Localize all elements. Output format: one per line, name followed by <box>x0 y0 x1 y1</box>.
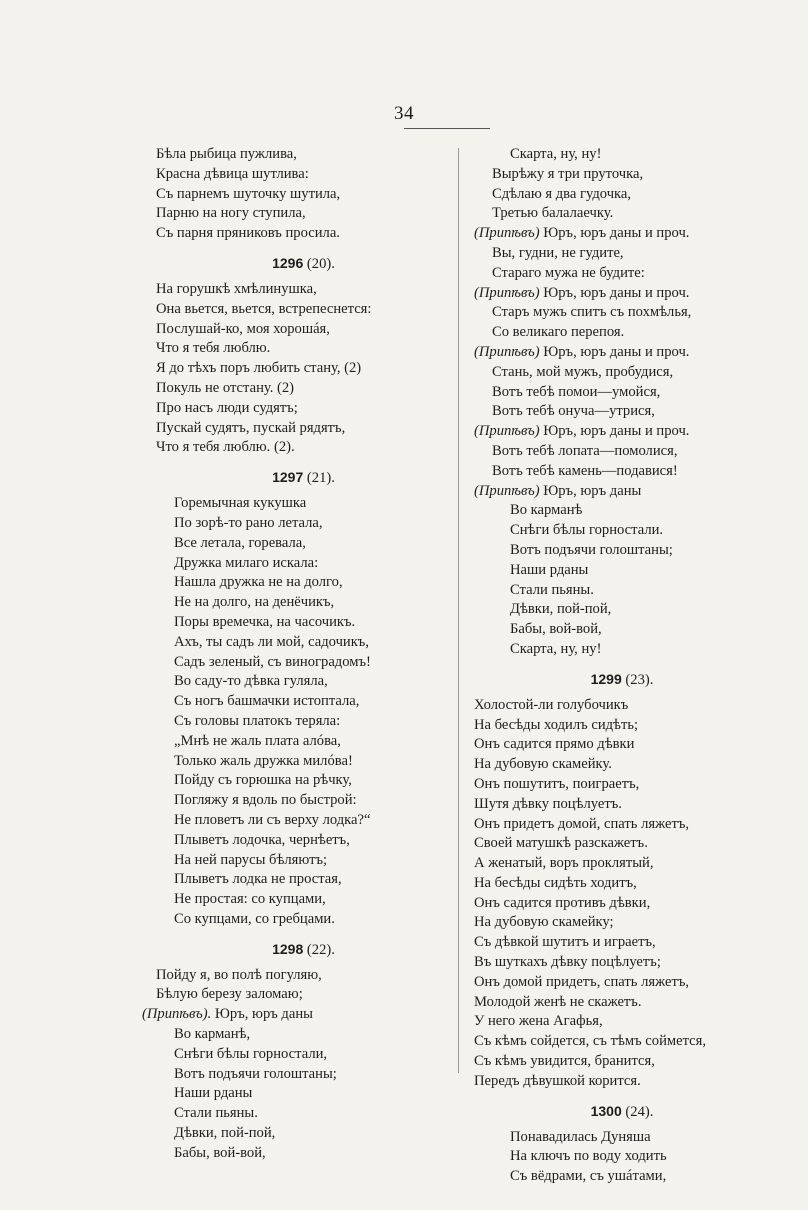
verse-line: Старъ мужъ спитъ съ похмѣлья, <box>492 304 692 321</box>
refrain-label: (Припѣвъ) <box>474 423 540 440</box>
verse-line: Все летала, горевала, <box>174 534 306 551</box>
refrain-text: Юръ, юръ даны и проч. <box>539 423 690 440</box>
verse-line: Вотъ подъячи голоштаны; <box>510 541 673 558</box>
song-heading <box>474 1098 770 1124</box>
verse-line: Бѣлую березу заломаю; <box>156 986 303 1003</box>
verse-line: Стань, мой мужъ, пробудися, <box>492 363 674 380</box>
verse-line: Онъ садится противъ дѣвки, <box>474 894 651 911</box>
song-number: 1298 <box>272 940 304 957</box>
verse-line: Бѣла рыбица пужлива, <box>156 146 297 162</box>
verse-line: Вотъ тебѣ помои—умойся, <box>492 383 661 400</box>
verse-line: Молодой женѣ не скажетъ. <box>474 993 642 1010</box>
verse-line: Во карманѣ <box>510 502 583 519</box>
verse-line: Скарта, ну, ну! <box>510 640 602 657</box>
verse-line: Во карманѣ, <box>174 1026 251 1043</box>
verse-line: Дѣвки, пой-пой, <box>510 601 612 618</box>
song-subnumber: (20). <box>303 255 335 272</box>
verse-line: Шутя дѣвку поцѣлуетъ. <box>474 795 622 812</box>
verse-line: Во саду-то дѣвка гуляла, <box>174 673 328 690</box>
verse-line: Что я тебя люблю. (2). <box>156 439 295 456</box>
refrain-label: (Припѣвъ) <box>474 343 540 360</box>
verse-line: Бабы, вой-вой, <box>510 621 602 638</box>
column-divider <box>458 148 459 1073</box>
refrain-line <box>474 422 770 442</box>
song-heading <box>156 464 451 490</box>
verse-line: Не простая: со купцами, <box>174 891 326 908</box>
verse-line: Сдѣлаю я два гудочка, <box>492 185 632 202</box>
verse-line: Снѣги бѣлы горностали. <box>510 522 664 539</box>
refrain-label: (Припѣвъ) <box>474 284 540 301</box>
song-number: 1297 <box>272 469 304 486</box>
verse-line: Онъ пошутитъ, поиграетъ, <box>474 775 640 792</box>
verse-line: Съ головы платокъ теряла: <box>174 712 341 729</box>
verse-line: Погляжу я вдоль по быстрой: <box>174 792 357 809</box>
refrain-text: Юръ, юръ даны и проч. <box>539 284 690 301</box>
verse-line: Холостой-ли голубочикъ <box>474 696 629 713</box>
song-subnumber: (24). <box>621 1103 654 1120</box>
verse-line: Съ вёдрами, съ ушáтами, <box>510 1168 667 1185</box>
refrain-label: (Припѣвъ). <box>142 1006 212 1023</box>
verse-line: Бабы, вой-вой, <box>174 1144 266 1161</box>
verse-line: Плыветъ лодочка, чернѣетъ, <box>174 831 350 848</box>
left-column <box>142 145 451 1164</box>
verse-line: А женатый, воръ проклятый, <box>474 855 654 872</box>
verse-line: Съ парнемъ шуточку шутила, <box>156 185 341 202</box>
verse-line: Дружка милаго искала: <box>174 554 319 571</box>
verse-line: Стараго мужа не будите: <box>492 264 645 281</box>
verse-line: Красна дѣвица шутлива: <box>156 165 309 182</box>
verse-line: Наши рданы <box>510 561 589 578</box>
verse-line: Что я тебя люблю. <box>156 340 271 357</box>
verse-line: Понавадилась Дуняша <box>510 1128 651 1145</box>
verse-line: Съ дѣвкой шутитъ и играетъ, <box>474 934 656 951</box>
verse-line: Пускай судятъ, пускай рядятъ, <box>156 419 346 436</box>
verse-line: Съ кѣмъ увидится, бранится, <box>474 1053 655 1070</box>
refrain-line <box>474 482 770 502</box>
verse-line: Я до тѣхъ поръ любить стану, (2) <box>156 360 362 377</box>
verse-line: Онъ домой придетъ, спать ляжетъ, <box>474 973 690 990</box>
verse-line: Покуль не отстану. (2) <box>156 379 295 396</box>
verse-line: Плыветъ лодка не простая, <box>174 871 342 888</box>
refrain-label: (Припѣвъ) <box>474 225 540 242</box>
verse-line: Вотъ тебѣ камень—подавися! <box>492 462 678 479</box>
page-number-rule <box>404 128 490 129</box>
verse-line: Съ парня пряниковъ просила. <box>156 225 340 242</box>
refrain-text: Юръ, юръ даны и проч. <box>539 225 690 242</box>
verse-line: Съ кѣмъ сойдется, съ тѣмъ соймется, <box>474 1033 706 1050</box>
refrain-line <box>474 224 770 244</box>
verse-line: Вы, гудни, не гудите, <box>492 244 624 261</box>
verse-line: Со купцами, со гребцами. <box>174 910 335 927</box>
verse-line: На бесѣды сидѣть ходитъ, <box>474 874 637 891</box>
verse-line: Она вьется, вьется, встрепеснется: <box>156 300 372 317</box>
verse-line: Снѣги бѣлы горностали, <box>174 1045 328 1062</box>
verse-line: Ахъ, ты садъ ли мой, садочикъ, <box>174 633 369 650</box>
verse-line: Не пловетъ ли съ верху лодка?“ <box>174 811 371 828</box>
verse-line: Вотъ тебѣ лопата—помолися, <box>492 442 678 459</box>
verse-line: Послушай-ко, моя хорошáя, <box>156 320 330 337</box>
verse-line: Садъ зеленый, съ виноградомъ! <box>174 653 371 670</box>
verse-line: Наши рданы <box>174 1085 253 1102</box>
verse-line: Онъ придетъ домой, спать ляжетъ, <box>474 815 690 832</box>
song-heading <box>474 666 770 692</box>
verse-line: Въ шуткахъ дѣвку поцѣлуетъ; <box>474 954 661 971</box>
verse-line: Съ ногъ башмачки истоптала, <box>174 693 360 710</box>
verse-line: Передъ дѣвушкой корится. <box>474 1072 641 1089</box>
song-number: 1299 <box>590 670 622 687</box>
verse-line: По зорѣ-то рано летала, <box>174 514 323 531</box>
verse-line: Стали пьяны. <box>510 581 594 598</box>
verse-line: Вотъ подъячи голоштаны; <box>174 1065 337 1082</box>
verse-line: Третью балалаечку. <box>492 205 614 222</box>
verse-line: На ней парусы бѣляютъ; <box>174 851 328 868</box>
verse-line: Про насъ люди судятъ; <box>156 399 298 416</box>
verse-line: Дѣвки, пой-пой, <box>174 1125 276 1142</box>
verse-line: Онъ садится прямо дѣвки <box>474 736 635 753</box>
refrain-text: Юръ, юръ даны и проч. <box>539 343 690 360</box>
refrain-label: (Припѣвъ) <box>474 482 540 499</box>
refrain-text: Юръ, юръ даны <box>211 1006 313 1023</box>
refrain-line <box>142 1005 451 1025</box>
verse-line: Поры времечка, на часочикъ. <box>174 613 356 630</box>
verse-line: Своей матушкѣ разскажетъ. <box>474 835 648 852</box>
verse-line: Скарта, ну, ну! <box>510 146 602 162</box>
verse-line: Стали пьяны. <box>174 1105 258 1122</box>
verse-line: На ключъ по воду ходить <box>510 1148 667 1165</box>
verse-line: Горемычная кукушка <box>174 495 307 512</box>
verse-line: Парню на ногу ступила, <box>156 205 306 222</box>
song-number: 1300 <box>590 1102 622 1119</box>
page-number: 34 <box>394 103 414 124</box>
song-heading <box>156 936 451 962</box>
song-subnumber: (23). <box>621 671 654 688</box>
song-number: 1296 <box>272 254 304 271</box>
right-column <box>474 145 770 1187</box>
verse-line: Нашла дружка не на долго, <box>174 574 343 591</box>
verse-line: У него жена Агафья, <box>474 1013 603 1030</box>
verse-line: Пойду я, во полѣ погуляю, <box>156 966 322 983</box>
verse-line: Вырѣжу я три пруточка, <box>492 165 644 182</box>
song-heading <box>156 250 451 276</box>
refrain-line <box>474 284 770 304</box>
verse-line: На бесѣды ходилъ сидѣть; <box>474 716 639 733</box>
verse-line: Со великаго перепоя. <box>492 324 625 341</box>
verse-line: „Мнѣ не жаль плата алóва, <box>174 732 341 749</box>
verse-line: На дубовую скамейку. <box>474 756 612 773</box>
verse-line: Не на долго, на денёчикъ, <box>174 594 335 611</box>
verse-line: На дубовую скамейку; <box>474 914 614 931</box>
song-subnumber: (22). <box>303 941 335 958</box>
verse-line: На горушкѣ хмѣлинушка, <box>156 280 317 297</box>
verse-line: Только жаль дружка милóва! <box>174 752 353 769</box>
verse-line: Пойду съ горюшка на рѣчку, <box>174 772 352 789</box>
verse-line: Вотъ тебѣ онуча—утрися, <box>492 403 655 420</box>
refrain-line <box>474 343 770 363</box>
refrain-text: Юръ, юръ даны <box>539 482 642 499</box>
song-subnumber: (21). <box>303 470 335 487</box>
